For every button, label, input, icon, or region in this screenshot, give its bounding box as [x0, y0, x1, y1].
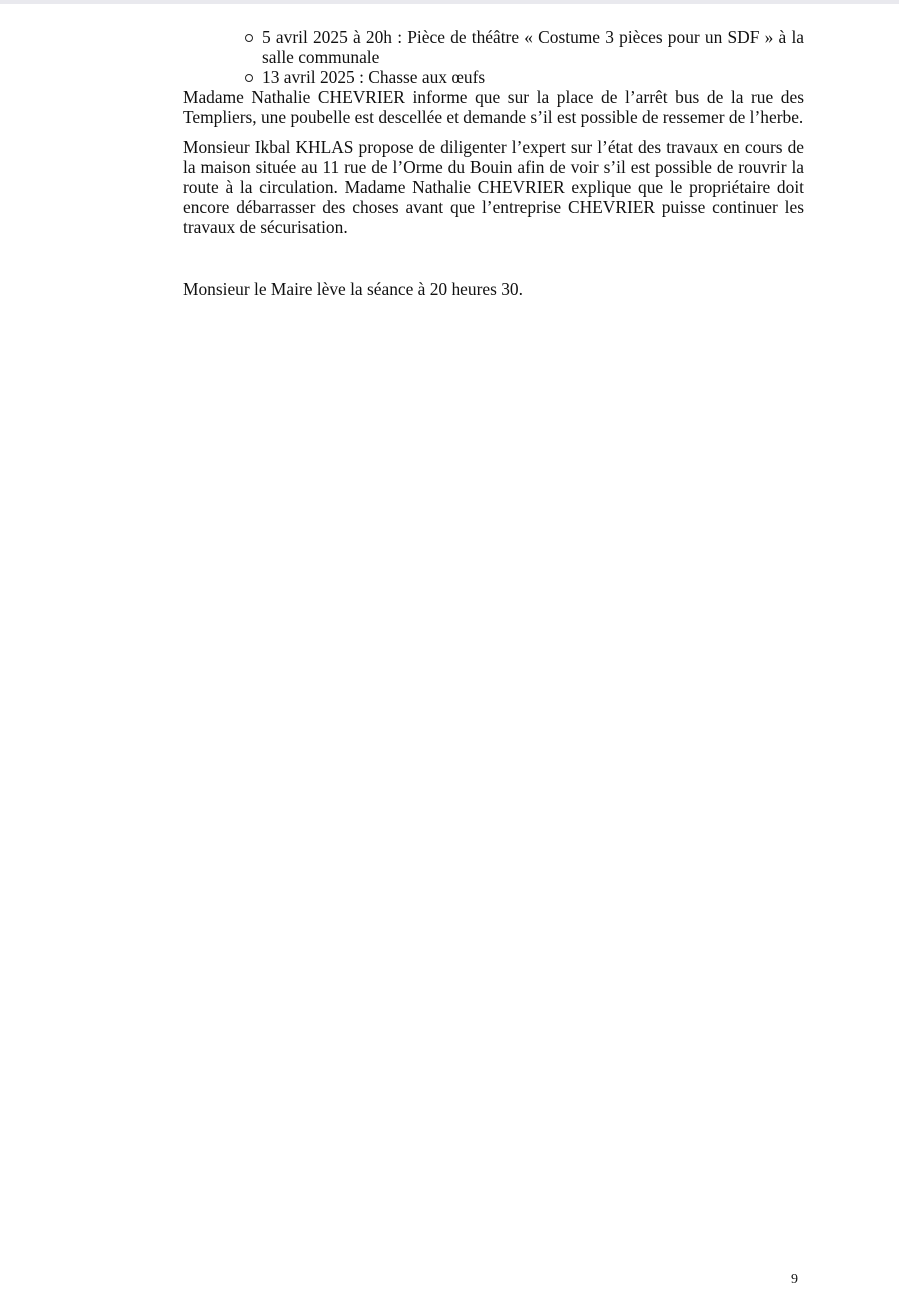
list-item — [245, 27, 804, 67]
list-item — [245, 67, 804, 87]
document-body — [183, 27, 804, 299]
event-list — [183, 27, 804, 87]
paragraph-cloture-seance: Monsieur le Maire lève la séance à 20 heures 30. — [183, 279, 523, 299]
paragraph-poubelle: Madame Nathalie CHEVRIER informe que sur la place de l’arrêt bus de la rue des Templiers, une poubelle est descellée et demande s’il est possible de ressemer de l’herbe. — [183, 87, 804, 127]
page-top-edge — [0, 0, 899, 4]
hollow-bullet-icon — [245, 34, 253, 42]
page-number: 9 — [791, 1272, 798, 1287]
paragraph-travaux: Monsieur Ikbal KHLAS propose de diligenter l’expert sur l’état des travaux en cours de la maison située au 11 rue de l’Orme du Bouin afin de voir s’il est possible de rouvrir la route à la circulation. Madame Nathalie CHEVRIER explique que le propriétaire doit encore débarrasser des choses avant que l’entreprise CHEVRIER puisse continuer les travaux de sécurisation. — [183, 137, 804, 237]
list-item-text: 5 avril 2025 à 20h : Pièce de théâtre « Costume 3 pièces pour un SDF » à la salle communale — [262, 27, 804, 67]
list-item-text: 13 avril 2025 : Chasse aux œufs — [262, 67, 486, 87]
hollow-bullet-icon — [245, 74, 253, 82]
